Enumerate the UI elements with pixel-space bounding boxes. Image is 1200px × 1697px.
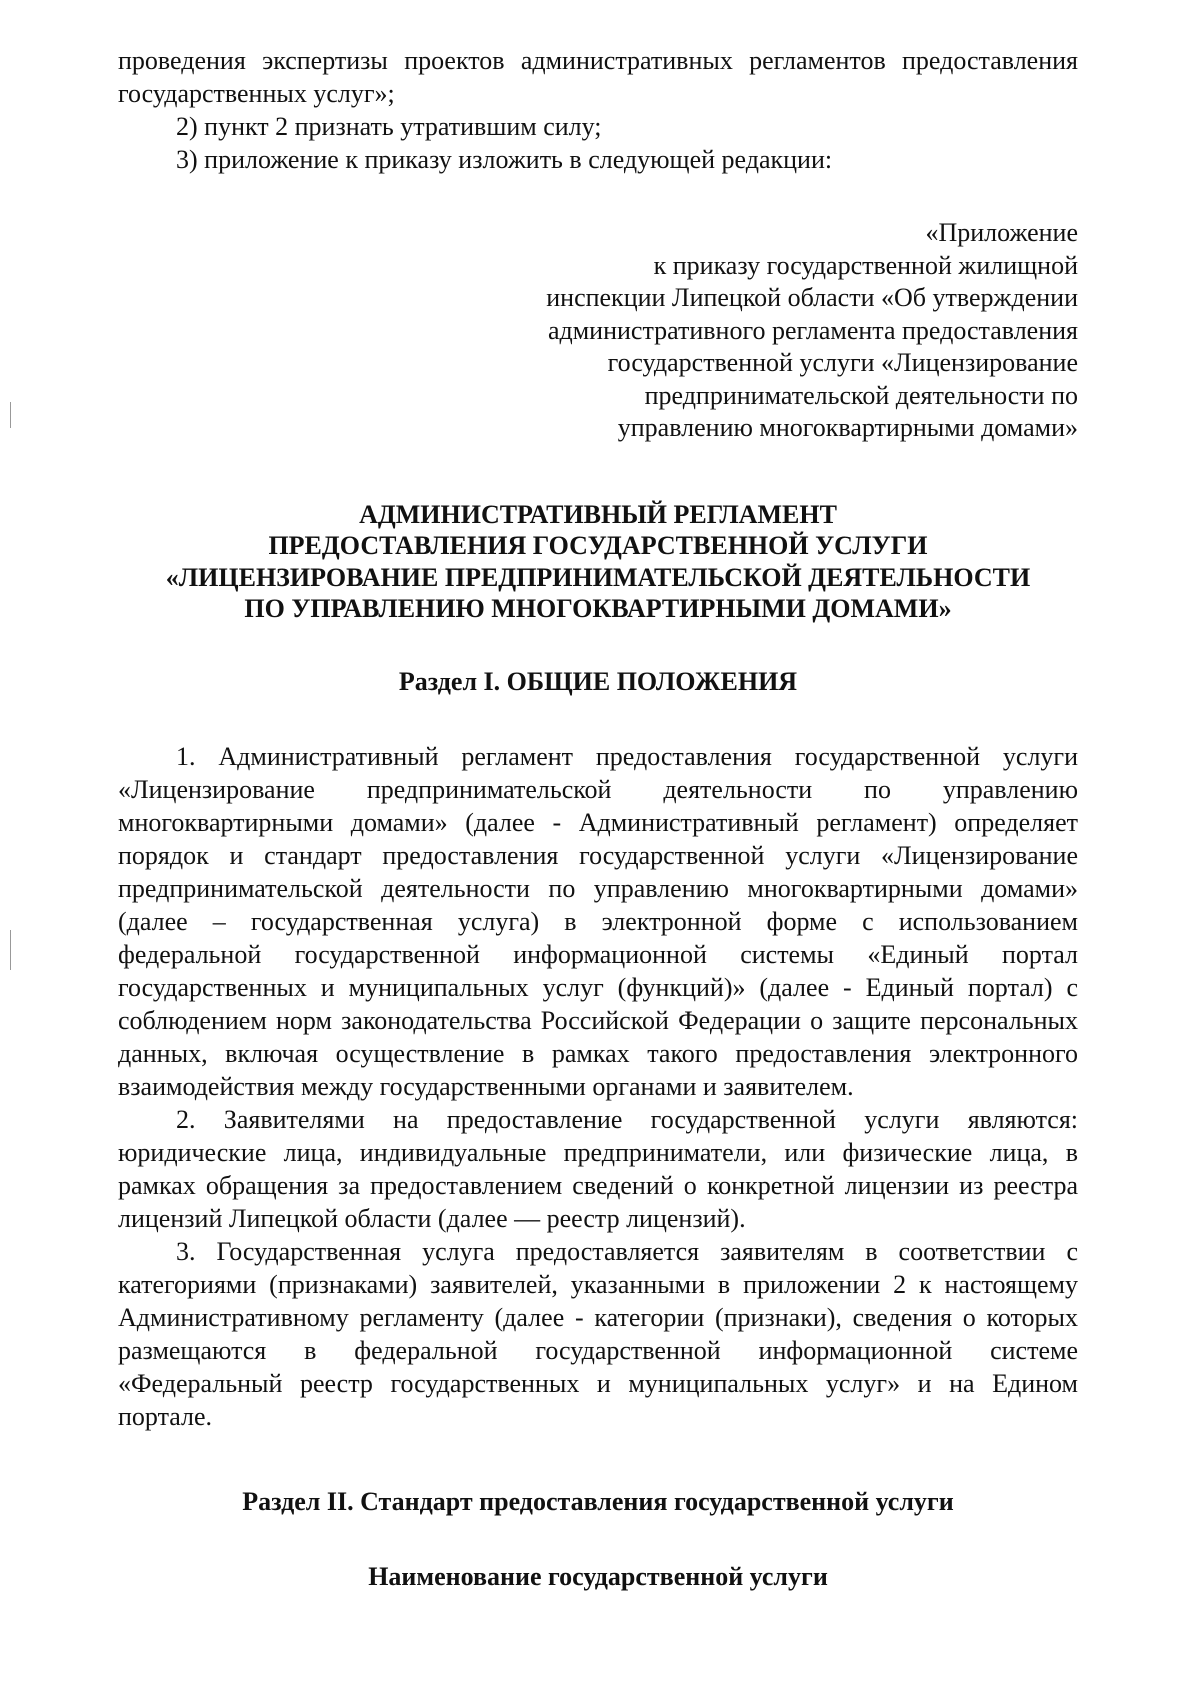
appendix-line: предпринимательской деятельности по <box>644 380 1078 410</box>
section-1-body <box>118 740 1078 1433</box>
intro-item-3: 3) приложение к приказу изложить в следующей редакции: <box>176 145 833 174</box>
title-line: ПО УПРАВЛЕНИЮ МНОГОКВАРТИРНЫМИ ДОМАМИ» <box>244 594 952 623</box>
appendix-line: административного регламента предоставления <box>547 315 1078 345</box>
appendix-line: инспекции Липецкой области «Об утверждении <box>546 283 1078 312</box>
section-1-heading: Раздел I. ОБЩИЕ ПОЛОЖЕНИЯ <box>398 666 798 696</box>
section-2-heading: Раздел II. Стандарт предоставления государственной услуги <box>242 1486 954 1516</box>
title-line: ПРЕДОСТАВЛЕНИЯ ГОСУДАРСТВЕННОЙ УСЛУГИ <box>268 531 928 560</box>
title-line: АДМИНИСТРАТИВНЫЙ РЕГЛАМЕНТ <box>359 499 837 529</box>
scan-margin-mark <box>10 930 11 970</box>
intro-line-1: проведения экспертизы проектов административных регламентов предоставления <box>118 46 1078 75</box>
paragraph-3: 3. Государственная услуга предоставляется заявителям в соответствии с категориями (признаками) заявителей, указанными в приложении 2 к настоящему Административному регламенту (далее - категории (признаки), сведения о которых размещаются в федеральной государственной информационной системе «Федеральный реестр государственных и муниципальных услуг» и на Едином портале. <box>118 1236 1078 1431</box>
appendix-line: государственной услуги «Лицензирование <box>607 348 1078 377</box>
appendix-line: «Приложение <box>925 218 1078 247</box>
document-page <box>118 44 1078 1593</box>
intro-item-2: 2) пункт 2 признать утратившим силу; <box>176 112 602 141</box>
intro-line-2: государственных услуг»; <box>118 79 395 108</box>
appendix-block <box>118 217 1078 445</box>
document-title <box>118 499 1078 625</box>
paragraph-1: 1. Административный регламент предоставления государственной услуги «Лицензирование предпринимательской деятельности по управлению многоквартирными домами» (далее - Административный регламент) определяет порядок и стандарт предоставления государственной услуги «Лицензирование предпринимательской деятельности по управлению многоквартирными домами» (далее – государственная услуга) в электронной форме с использованием федеральной государственной информационной системы «Единый портал государственных и муниципальных услуг (функций)» (далее - Единый портал) с соблюдением норм законодательства Российской Федерации о защите персональных данных, включая осуществление в рамках такого предоставления электронного взаимодействия между государственными органами и заявителем. <box>118 741 1078 1101</box>
service-name-subheading: Наименование государственной услуги <box>368 1561 828 1591</box>
appendix-line: к приказу государственной жилищной <box>653 250 1078 280</box>
appendix-line: управлению многоквартирными домами» <box>617 413 1078 442</box>
paragraph-2: 2. Заявителями на предоставление государственной услуги являются: юридические лица, индивидуальные предприниматели, или физические лица, в рамках обращения за предоставлением сведений о конкретной лицензии из реестра лицензий Липецкой области (далее — реестр лицензий). <box>118 1104 1078 1233</box>
title-line: «ЛИЦЕНЗИРОВАНИЕ ПРЕДПРИНИМАТЕЛЬСКОЙ ДЕЯТЕЛЬНОСТИ <box>165 562 1031 592</box>
scan-margin-mark <box>10 402 11 428</box>
